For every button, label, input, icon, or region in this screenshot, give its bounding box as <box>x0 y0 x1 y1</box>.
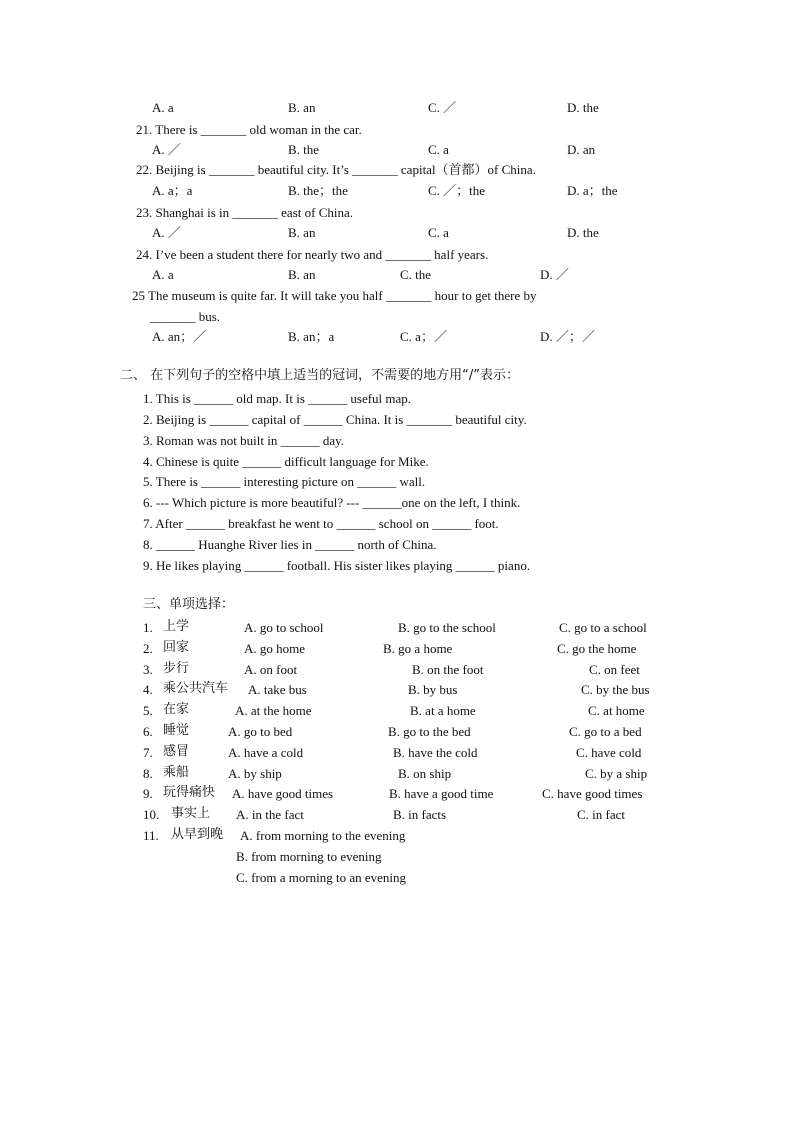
choice-a-5: A. at the home <box>235 703 312 718</box>
fill-item-1: 1. This is ______ old map. It is ______ useful map. <box>143 391 412 406</box>
fill-item-7: 7. After ______ breakfast he went to ______ school on ______ foot. <box>143 516 499 531</box>
choice-b-1: B. go to the school <box>398 620 496 635</box>
q24-option-c: C. the <box>400 267 432 282</box>
choice-b-5: B. at a home <box>410 703 476 718</box>
choice-b-4: B. by bus <box>408 682 458 697</box>
choice-cn-6: 睡觉 <box>163 723 190 738</box>
choice-num-1: 1. <box>143 620 153 635</box>
choice-b-8: B. on ship <box>398 766 452 781</box>
choice-b-7: B. have the cold <box>393 745 478 760</box>
q20-option-c: C. ／ <box>428 100 457 115</box>
choice-c-1: C. go to a school <box>559 620 647 635</box>
choice-num-9: 9. <box>143 786 153 801</box>
choice-c-4: C. by the bus <box>581 682 650 697</box>
choice-num-6: 6. <box>143 724 153 739</box>
fill-item-5: 5. There is ______ interesting picture on ______ wall. <box>143 474 426 489</box>
choice-a-10: A. in the fact <box>236 807 304 822</box>
choice-a-1: A. go to school <box>244 620 324 635</box>
choice-a-8: A. by ship <box>228 766 282 781</box>
q24-option-b: B. an <box>288 267 316 282</box>
fill-item-2: 2. Beijing is ______ capital of ______ China. It is _______ beautiful city. <box>143 412 527 427</box>
choice-cn-10: 事实上 <box>171 806 211 821</box>
choice-a-7: A. have a cold <box>228 745 304 760</box>
choice-num-5: 5. <box>143 703 153 718</box>
q21-option-b: B. the <box>288 142 320 157</box>
choice-b-9: B. have a good time <box>389 786 494 801</box>
choice-num-11: 11. <box>143 828 159 843</box>
choice-num-4: 4. <box>143 682 153 697</box>
choice-b-10: B. in facts <box>393 807 447 822</box>
choice-cn-3: 步行 <box>163 661 190 676</box>
choice-a-11: A. from morning to the evening <box>240 828 406 843</box>
choice-num-3: 3. <box>143 662 153 677</box>
choice-cn-2: 回家 <box>163 640 190 655</box>
q25-option-d: D. ／；／ <box>540 329 595 344</box>
q20-option-b: B. an <box>288 100 316 115</box>
choice-num-2: 2. <box>143 641 153 656</box>
q24-stem: 24. I’ve been a student there for nearly two and _______ half years. <box>136 247 489 262</box>
choice-a-4: A. take bus <box>248 682 307 697</box>
choice-a-3: A. on foot <box>244 662 298 677</box>
choice-cn-7: 感冒 <box>163 744 190 759</box>
section-3-heading: 三、单项选择： <box>143 597 235 612</box>
q21-option-d: D. an <box>567 142 596 157</box>
choice-cn-1: 上学 <box>163 619 190 634</box>
choice-c-10: C. in fact <box>577 807 626 822</box>
section-2-heading: 二、 在下列句子的空格中填上适当的冠词，不需要的地方用“/”表示： <box>120 368 519 383</box>
choice-cn-11: 从早到晚 <box>171 827 224 842</box>
q23-stem: 23. Shanghai is in _______ east of China. <box>136 205 354 220</box>
q23-option-b: B. an <box>288 225 316 240</box>
fill-item-4: 4. Chinese is quite ______ difficult language for Mike. <box>143 454 429 469</box>
choice-b-3: B. on the foot <box>412 662 484 677</box>
q22-option-a: A. a；a <box>152 183 193 198</box>
choice-c-2: C. go the home <box>557 641 637 656</box>
q21-option-a: A. ／ <box>152 142 181 157</box>
choice-num-7: 7. <box>143 745 153 760</box>
q25-option-b: B. an；a <box>288 329 335 344</box>
q23-option-d: D. the <box>567 225 599 240</box>
fill-item-8: 8. ______ Huanghe River lies in ______ north of China. <box>143 537 437 552</box>
q25-stem-line2: _______ bus. <box>150 309 221 324</box>
choice-c-11: C. from a morning to an evening <box>236 870 407 885</box>
choice-c-9: C. have good times <box>542 786 643 801</box>
fill-item-9: 9. He likes playing ______ football. His sister likes playing ______ piano. <box>143 558 531 573</box>
fill-item-3: 3. Roman was not built in ______ day. <box>143 433 345 448</box>
choice-c-5: C. at home <box>588 703 645 718</box>
choice-a-2: A. go home <box>244 641 306 656</box>
q21-option-c: C. a <box>428 142 449 157</box>
choice-cn-4: 乘公共汽车 <box>163 681 229 696</box>
choice-a-6: A. go to bed <box>228 724 293 739</box>
q22-option-d: D. a；the <box>567 183 618 198</box>
q22-stem: 22. Beijing is _______ beautiful city. It’s _______ capital（首都）of China. <box>136 162 536 177</box>
choice-c-8: C. by a ship <box>585 766 648 781</box>
choice-c-3: C. on feet <box>589 662 640 677</box>
choice-c-6: C. go to a bed <box>569 724 642 739</box>
choice-cn-9: 玩得痛快 <box>163 785 216 800</box>
choice-num-8: 8. <box>143 766 153 781</box>
choice-c-7: C. have cold <box>576 745 642 760</box>
q20-option-d: D. the <box>567 100 599 115</box>
choice-cn-8: 乘船 <box>163 765 190 780</box>
fill-item-6: 6. --- Which picture is more beautiful? --- ______one on the left, I think. <box>143 495 521 510</box>
choice-b-2: B. go a home <box>383 641 453 656</box>
choice-num-10: 10. <box>143 807 160 822</box>
q23-option-c: C. a <box>428 225 449 240</box>
q20-option-a: A. a <box>152 100 174 115</box>
q24-option-a: A. a <box>152 267 174 282</box>
choice-cn-5: 在家 <box>163 702 190 717</box>
choice-a-9: A. have good times <box>232 786 334 801</box>
q25-option-c: C. a；／ <box>400 329 447 344</box>
q24-option-d: D. ／ <box>540 267 569 282</box>
q25-stem-line1: 25 The museum is quite far. It will take you half _______ hour to get there by <box>132 288 537 303</box>
q21-stem: 21. There is _______ old woman in the car. <box>136 122 362 137</box>
q25-option-a: A. an；／ <box>152 329 207 344</box>
q22-option-b: B. the；the <box>288 183 348 198</box>
q23-option-a: A. ／ <box>152 225 181 240</box>
q22-option-c: C. ／；the <box>428 183 486 198</box>
choice-b-6: B. go to the bed <box>388 724 471 739</box>
choice-b-11: B. from morning to evening <box>236 849 382 864</box>
